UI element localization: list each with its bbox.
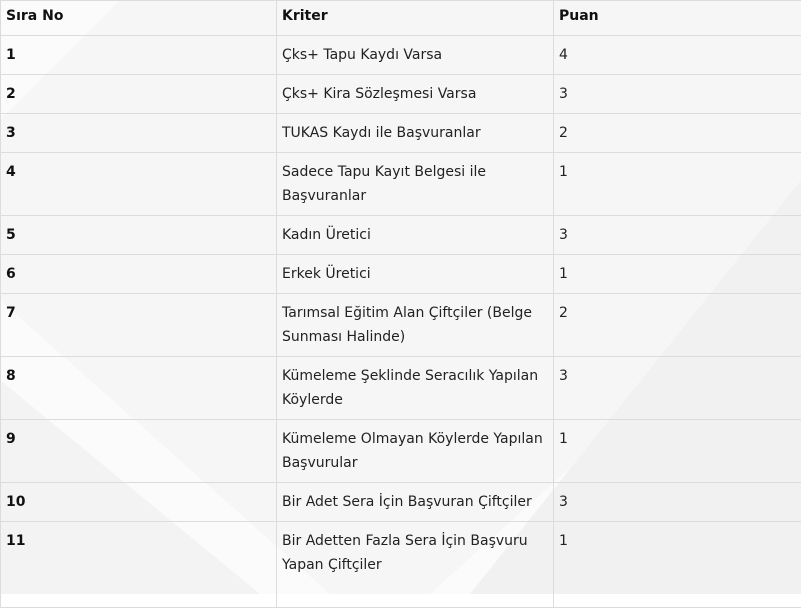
table-row — [1, 216, 801, 255]
row-number: 4 — [1, 153, 277, 216]
row-number: 3 — [1, 114, 277, 153]
header-puan: Puan — [554, 1, 801, 36]
row-number: 8 — [1, 357, 277, 420]
table-row — [1, 420, 801, 483]
row-criterion: TUKAS Kaydı ile Başvuranlar — [277, 114, 554, 153]
row-score: 3 — [554, 216, 801, 255]
row-number: 10 — [1, 483, 277, 522]
row-score: 1 — [554, 420, 801, 483]
row-score: 2 — [554, 294, 801, 357]
row-score: 1 — [554, 153, 801, 216]
table-row — [1, 36, 801, 75]
row-criterion: Bir Adetten Fazla Sera İçin Başvuru Yapan Çiftçiler — [277, 522, 554, 608]
row-number: 1 — [1, 36, 277, 75]
table-row — [1, 483, 801, 522]
row-number: 7 — [1, 294, 277, 357]
row-score: 4 — [554, 36, 801, 75]
table-row — [1, 255, 801, 294]
row-score: 1 — [554, 522, 801, 608]
row-criterion: Bir Adet Sera İçin Başvuran Çiftçiler — [277, 483, 554, 522]
row-score: 3 — [554, 357, 801, 420]
row-criterion: Kadın Üretici — [277, 216, 554, 255]
row-score: 3 — [554, 483, 801, 522]
row-criterion: Tarımsal Eğitim Alan Çiftçiler (Belge Sunması Halinde) — [277, 294, 554, 357]
row-criterion: Kümeleme Olmayan Köylerde Yapılan Başvurular — [277, 420, 554, 483]
table-row — [1, 114, 801, 153]
row-criterion: Çks+ Kira Sözleşmesi Varsa — [277, 75, 554, 114]
header-sira-no: Sıra No — [1, 1, 277, 36]
table-row — [1, 75, 801, 114]
header-kriter: Kriter — [277, 1, 554, 36]
table-row — [1, 522, 801, 608]
row-score: 3 — [554, 75, 801, 114]
row-criterion: Kümeleme Şeklinde Seracılık Yapılan Köylerde — [277, 357, 554, 420]
row-number: 6 — [1, 255, 277, 294]
table-row — [1, 153, 801, 216]
row-number: 11 — [1, 522, 277, 608]
row-score: 2 — [554, 114, 801, 153]
row-number: 9 — [1, 420, 277, 483]
row-score: 1 — [554, 255, 801, 294]
row-criterion: Erkek Üretici — [277, 255, 554, 294]
row-number: 5 — [1, 216, 277, 255]
table-row — [1, 294, 801, 357]
row-criterion: Çks+ Tapu Kaydı Varsa — [277, 36, 554, 75]
table-header-row — [1, 1, 801, 36]
row-criterion: Sadece Tapu Kayıt Belgesi ile Başvuranlar — [277, 153, 554, 216]
table-row — [1, 357, 801, 420]
row-number: 2 — [1, 75, 277, 114]
